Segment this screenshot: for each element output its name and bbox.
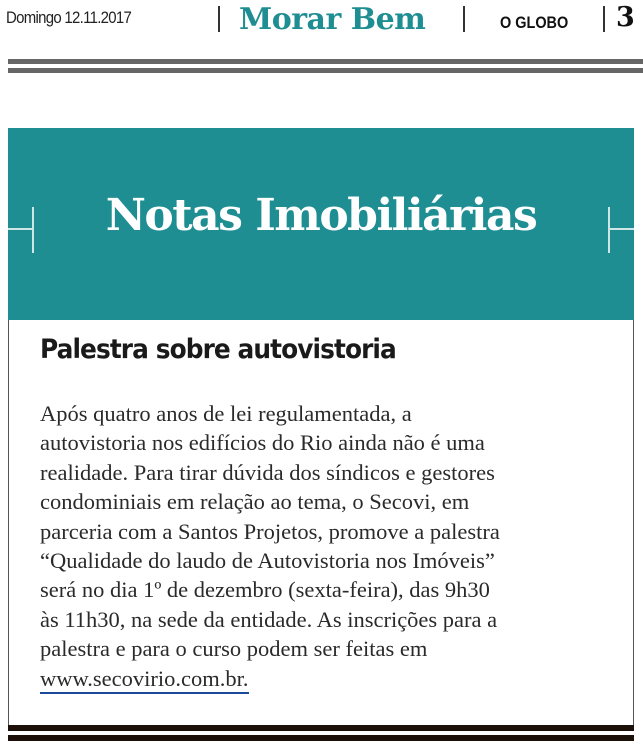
banner-title: Notas Imobiliárias [105, 190, 537, 241]
header-rule [8, 68, 643, 73]
article-headline: Palestra sobre autovistoria [40, 334, 396, 365]
divider [218, 6, 220, 32]
body-line: realidade. Para tirar dúvida dos síndicos e gestores [40, 459, 495, 485]
date: Domingo 12.11.2017 [6, 8, 132, 27]
divider [463, 6, 465, 32]
body-line: “Qualidade do laudo de Autovistoria nos Imóveis” [40, 548, 495, 574]
website-link[interactable]: www.secovirio.com.br. [40, 666, 249, 694]
body-line: autovistoria nos edifícios do Rio ainda não é uma [40, 430, 485, 456]
banner [8, 128, 634, 320]
footer-rule [8, 735, 634, 741]
body-line: às 11h30, na sede da entidade. As inscrições para a [40, 606, 498, 632]
body-line: condominiais em relação ao tema, o Secovi, em [40, 489, 470, 515]
divider [603, 6, 605, 32]
page-number: 3 [616, 2, 635, 33]
article-body [40, 399, 610, 693]
header-rule [8, 59, 643, 64]
section-name: Morar Bem [239, 2, 426, 37]
footer-rule [8, 725, 634, 731]
body-line: será no dia 1º de dezembro (sexta-feira), das 9h30 [40, 577, 490, 603]
body-line: palestra e para o curso podem ser feitas em [40, 636, 428, 662]
body-line: parceria com a Santos Projetos, promove a palestra [40, 518, 500, 544]
newspaper-name: O GLOBO [500, 13, 569, 32]
body-line: Após quatro anos de lei regulamentada, a [40, 401, 412, 426]
